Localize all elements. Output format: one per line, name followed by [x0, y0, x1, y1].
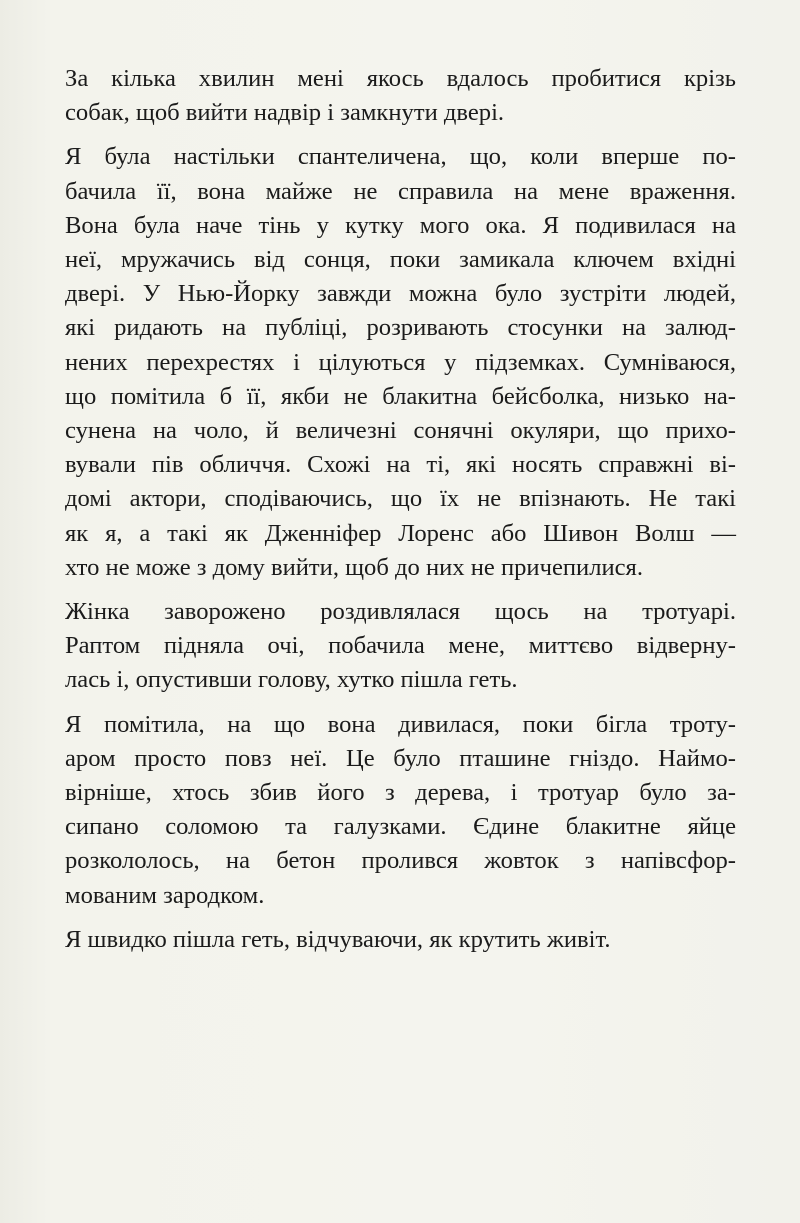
text-line: лась і, опустивши голову, хутко пішла геть. — [65, 666, 518, 694]
text-line: які ридають на публіці, розривають стосунки на залюд- — [65, 314, 736, 342]
text-line: домі актори, сподіваючись, що їх не впізнають. Не такі — [65, 485, 736, 513]
text-line: Жінка заворожено роздивлялася щось на тротуарі. — [65, 598, 736, 626]
text-line: хто не може з дому вийти, щоб до них не причепилися. — [65, 553, 644, 581]
text-line: нених перехрестях і цілуються у підземках. Сумніваюся, — [65, 348, 736, 376]
body-text — [65, 62, 736, 967]
text-line: сунена на чоло, й величезні сонячні окуляри, що прихо- — [65, 417, 736, 445]
text-line: вували пів обличчя. Схожі на ті, які носять справжні ві- — [65, 451, 736, 479]
text-line: аром просто повз неї. Це було пташине гніздо. Наймо- — [65, 744, 736, 772]
paragraph-5 — [65, 923, 736, 957]
text-line: бачила її, вона майже не справила на мене враження. — [65, 177, 736, 205]
text-line: що помітила б її, якби не блакитна бейсболка, низько на- — [65, 382, 736, 410]
text-line: двері. У Нью-Йорку завжди можна було зустріти людей, — [65, 280, 736, 308]
text-line: Раптом підняла очі, побачила мене, миттєво відверну- — [65, 632, 736, 660]
text-line: як я, а такі як Дженніфер Лоренс або Шивон Волш — — [65, 519, 736, 547]
text-line: Я була настільки спантеличена, що, коли вперше по- — [65, 143, 736, 171]
text-line: собак, щоб вийти надвір і замкнути двері. — [65, 99, 505, 127]
paragraph-3 — [65, 595, 736, 698]
text-line: За кілька хвилин мені якось вдалось пробитися крізь — [65, 65, 736, 92]
paragraph-4 — [65, 708, 736, 913]
text-line: сипано соломою та галузками. Єдине блакитне яйце — [65, 813, 736, 841]
text-line: Вона була наче тінь у кутку мого ока. Я подивилася на — [65, 211, 736, 239]
text-line: розкололось, на бетон пролився жовток з напівсфор- — [65, 847, 736, 875]
text-line: Я швидко пішла геть, відчуваючи, як крутить живіт. — [65, 925, 611, 953]
paragraph-2 — [65, 140, 736, 585]
text-line: мованим зародком. — [65, 881, 265, 909]
text-line: вірніше, хтось збив його з дерева, і тротуар було за- — [65, 779, 736, 807]
text-line: Я помітила, на що вона дивилася, поки бігла троту- — [65, 710, 736, 738]
text-line: неї, мружачись від сонця, поки замикала ключем вхідні — [65, 246, 736, 274]
paragraph-1 — [65, 62, 736, 130]
